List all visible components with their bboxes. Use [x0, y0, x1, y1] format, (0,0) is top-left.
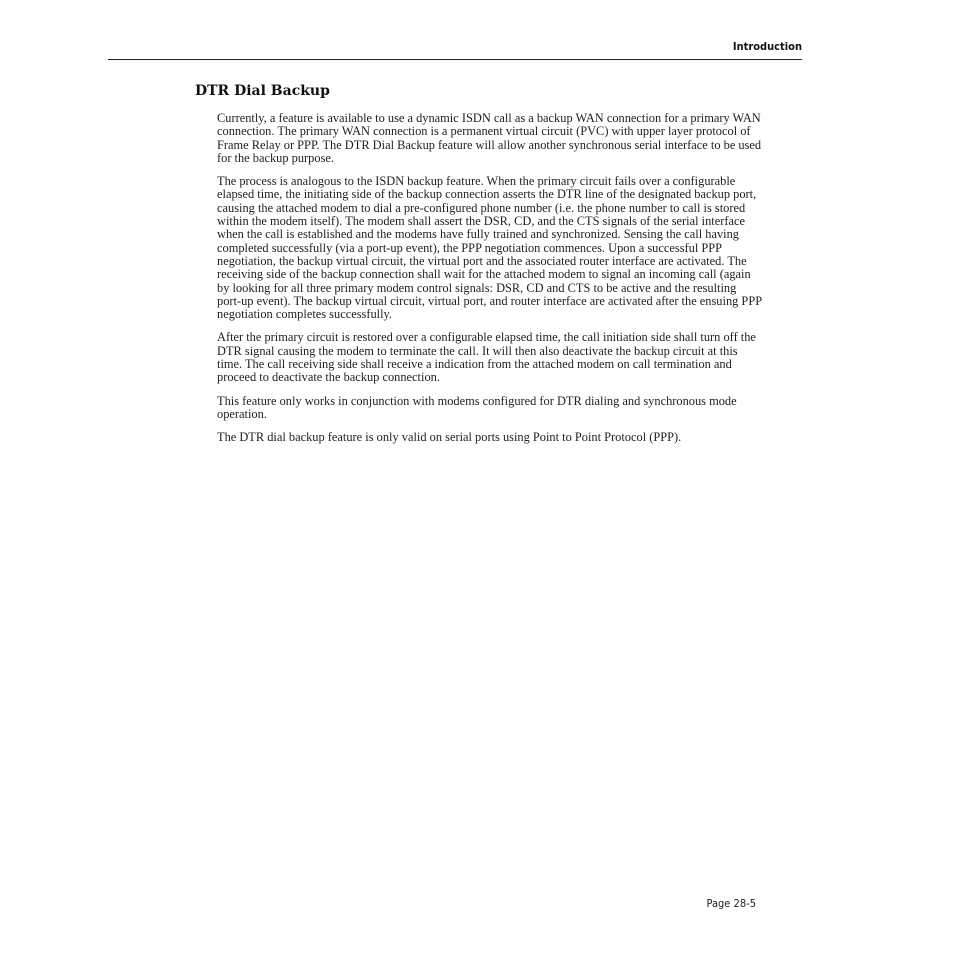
paragraph-5: The DTR dial backup feature is only valid on serial ports using Point to Point Protocol (PPP).: [217, 430, 682, 445]
paragraph-4: This feature only works in conjunction with modems configured for DTR dialing and synchronous mode operation.: [217, 393, 737, 421]
running-header: Introduction: [732, 40, 802, 53]
paragraph-2: The process is analogous to the ISDN backup feature. When the primary circuit fails over a configurable elapsed time, the initiating side of the backup connection asserts the DTR line of the designated backup port, causing the attached modem to dial a pre-configured phone number (i.e. the phone number to call is stored within the modem itself). The modem shall assert the DSR, CD, and the CTS signals of the serial interface when the call is established and the modems have fully trained and synchronized. Sensing the call having completed successfully (via a port-up event), the PPP negotiation commences. Upon a successful PPP negotiation, the backup virtual circuit, the virtual port and the associated router interface are activated. The receiving side of the backup connection shall wait for the attached modem to signal an incoming call (again by looking for all three primary modem control signals: DSR, CD and CTS to be active and the resulting port-up event). The backup virtual circuit, virtual port, and router interface are activated after the ensuing PPP negotiation completes successfully.: [217, 174, 762, 322]
paragraph-1: Currently, a feature is available to use a dynamic ISDN call as a backup WAN connection for a primary WAN connection. The primary WAN connection is a permanent virtual circuit (PVC) with upper layer protocol of Frame Relay or PPP. The DTR Dial Backup feature will allow another synchronous serial interface to be used for the backup purpose.: [217, 111, 762, 165]
page-number: Page 28-5: [706, 897, 756, 910]
section-title: DTR Dial Backup: [195, 83, 330, 99]
header-rule: [108, 59, 802, 60]
paragraph-3: After the primary circuit is restored over a configurable elapsed time, the call initiation side shall turn off the DTR signal causing the modem to terminate the call. It will then also deactivate the backup circuit at this time. The call receiving side shall receive a indication from the attached modem on call termination and proceed to deactivate the backup connection.: [217, 330, 756, 385]
section-body: [217, 112, 762, 455]
